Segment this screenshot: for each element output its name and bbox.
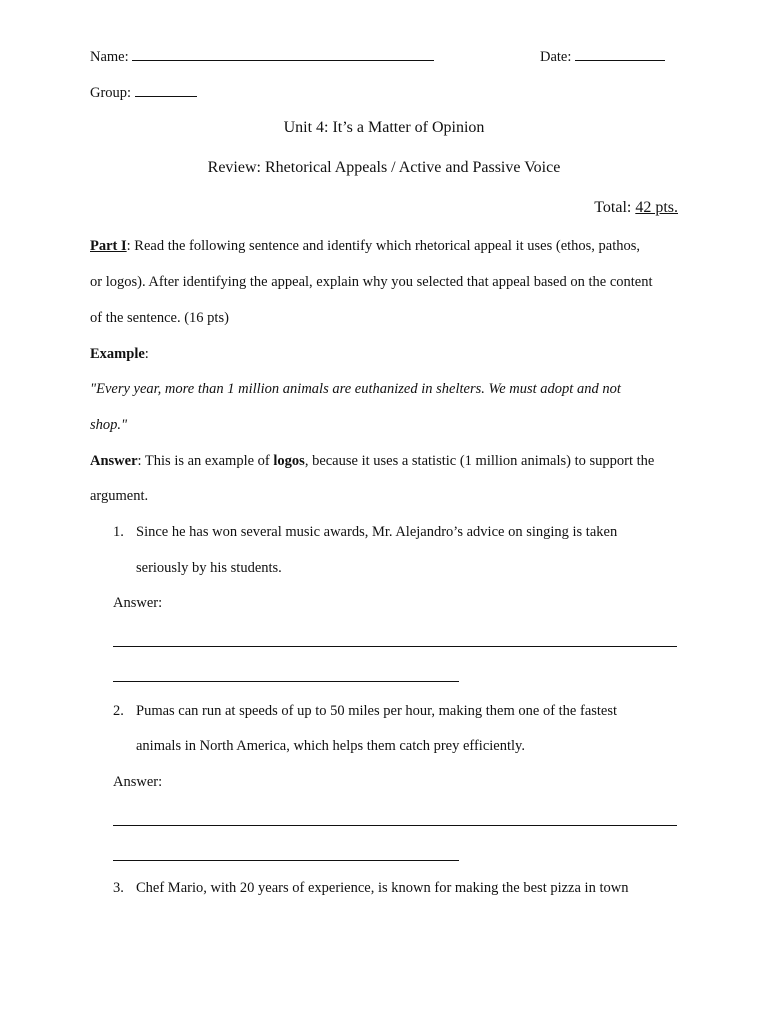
example-colon: : — [144, 346, 149, 362]
unit-title: Unit 4: It’s a Matter of Opinion — [283, 119, 485, 136]
example-quote-line2 — [90, 417, 127, 434]
question-2-text-line2: animals in North America, which helps them catch prey efficiently. — [136, 738, 525, 754]
question-1-answer-label: Answer: — [113, 595, 163, 611]
name-label: Name: — [90, 49, 129, 65]
question-1-answer-line-2[interactable] — [113, 681, 459, 682]
date-blank[interactable] — [575, 46, 665, 61]
part1-instructions-line2: or logos). After identifying the appeal, explain why you selected that appeal based on the content — [90, 274, 653, 290]
question-2-answer-line-2[interactable] — [113, 860, 459, 861]
total-points — [594, 199, 678, 217]
name-field[interactable] — [90, 46, 434, 66]
example-quote-text-2: shop." — [90, 417, 128, 433]
review-title: Review: Rhetorical Appeals / Active and Passive Voice — [207, 159, 561, 176]
total-label: Total: — [594, 199, 632, 216]
question-2-answer-line-1[interactable] — [113, 825, 677, 826]
question-2-text-line1: Pumas can run at speeds of up to 50 miles per hour, making them one of the fastest — [136, 703, 618, 719]
question-3-number: 3. — [113, 880, 124, 896]
total-value: 42 pts. — [635, 199, 678, 216]
part1-instructions-line1 — [90, 238, 640, 255]
example-answer-text-b: , because it uses a statistic (1 million animals) to support the — [304, 453, 655, 469]
question-1-text-line2: seriously by his students. — [136, 560, 282, 576]
date-field[interactable] — [540, 46, 665, 66]
question-1-number: 1. — [113, 524, 124, 540]
question-3-text-line1: Chef Mario, with 20 years of experience, is known for making the best pizza in town — [136, 880, 629, 896]
group-field[interactable] — [90, 82, 197, 102]
example-answer-bold: logos — [273, 453, 305, 469]
example-quote-line1 — [90, 381, 621, 398]
example-label: Example — [90, 346, 145, 362]
group-label: Group: — [90, 85, 132, 101]
group-blank[interactable] — [135, 82, 197, 97]
example-answer-line2: argument. — [90, 488, 149, 504]
name-blank[interactable] — [132, 46, 434, 61]
part1-instructions-text: : Read the following sentence and identify which rhetorical appeal it uses (ethos, pathos, — [126, 238, 641, 254]
part1-heading: Part I — [90, 238, 127, 254]
question-1-text-line1: Since he has won several music awards, Mr. Alejandro’s advice on singing is taken — [136, 524, 618, 540]
question-2-number: 2. — [113, 703, 124, 719]
example-answer-text-a: : This is an example of — [137, 453, 274, 469]
example-answer-label: Answer — [90, 453, 138, 469]
date-label: Date: — [540, 49, 572, 65]
question-2-answer-label: Answer: — [113, 774, 163, 790]
example-quote-text-1: "Every year, more than 1 million animals are euthanized in shelters. We must adopt and not — [90, 381, 621, 397]
example-answer-line1 — [90, 453, 654, 470]
question-1-answer-line-1[interactable] — [113, 646, 677, 647]
part1-instructions-line3: of the sentence. (16 pts) — [90, 310, 229, 326]
example-heading — [90, 346, 149, 363]
